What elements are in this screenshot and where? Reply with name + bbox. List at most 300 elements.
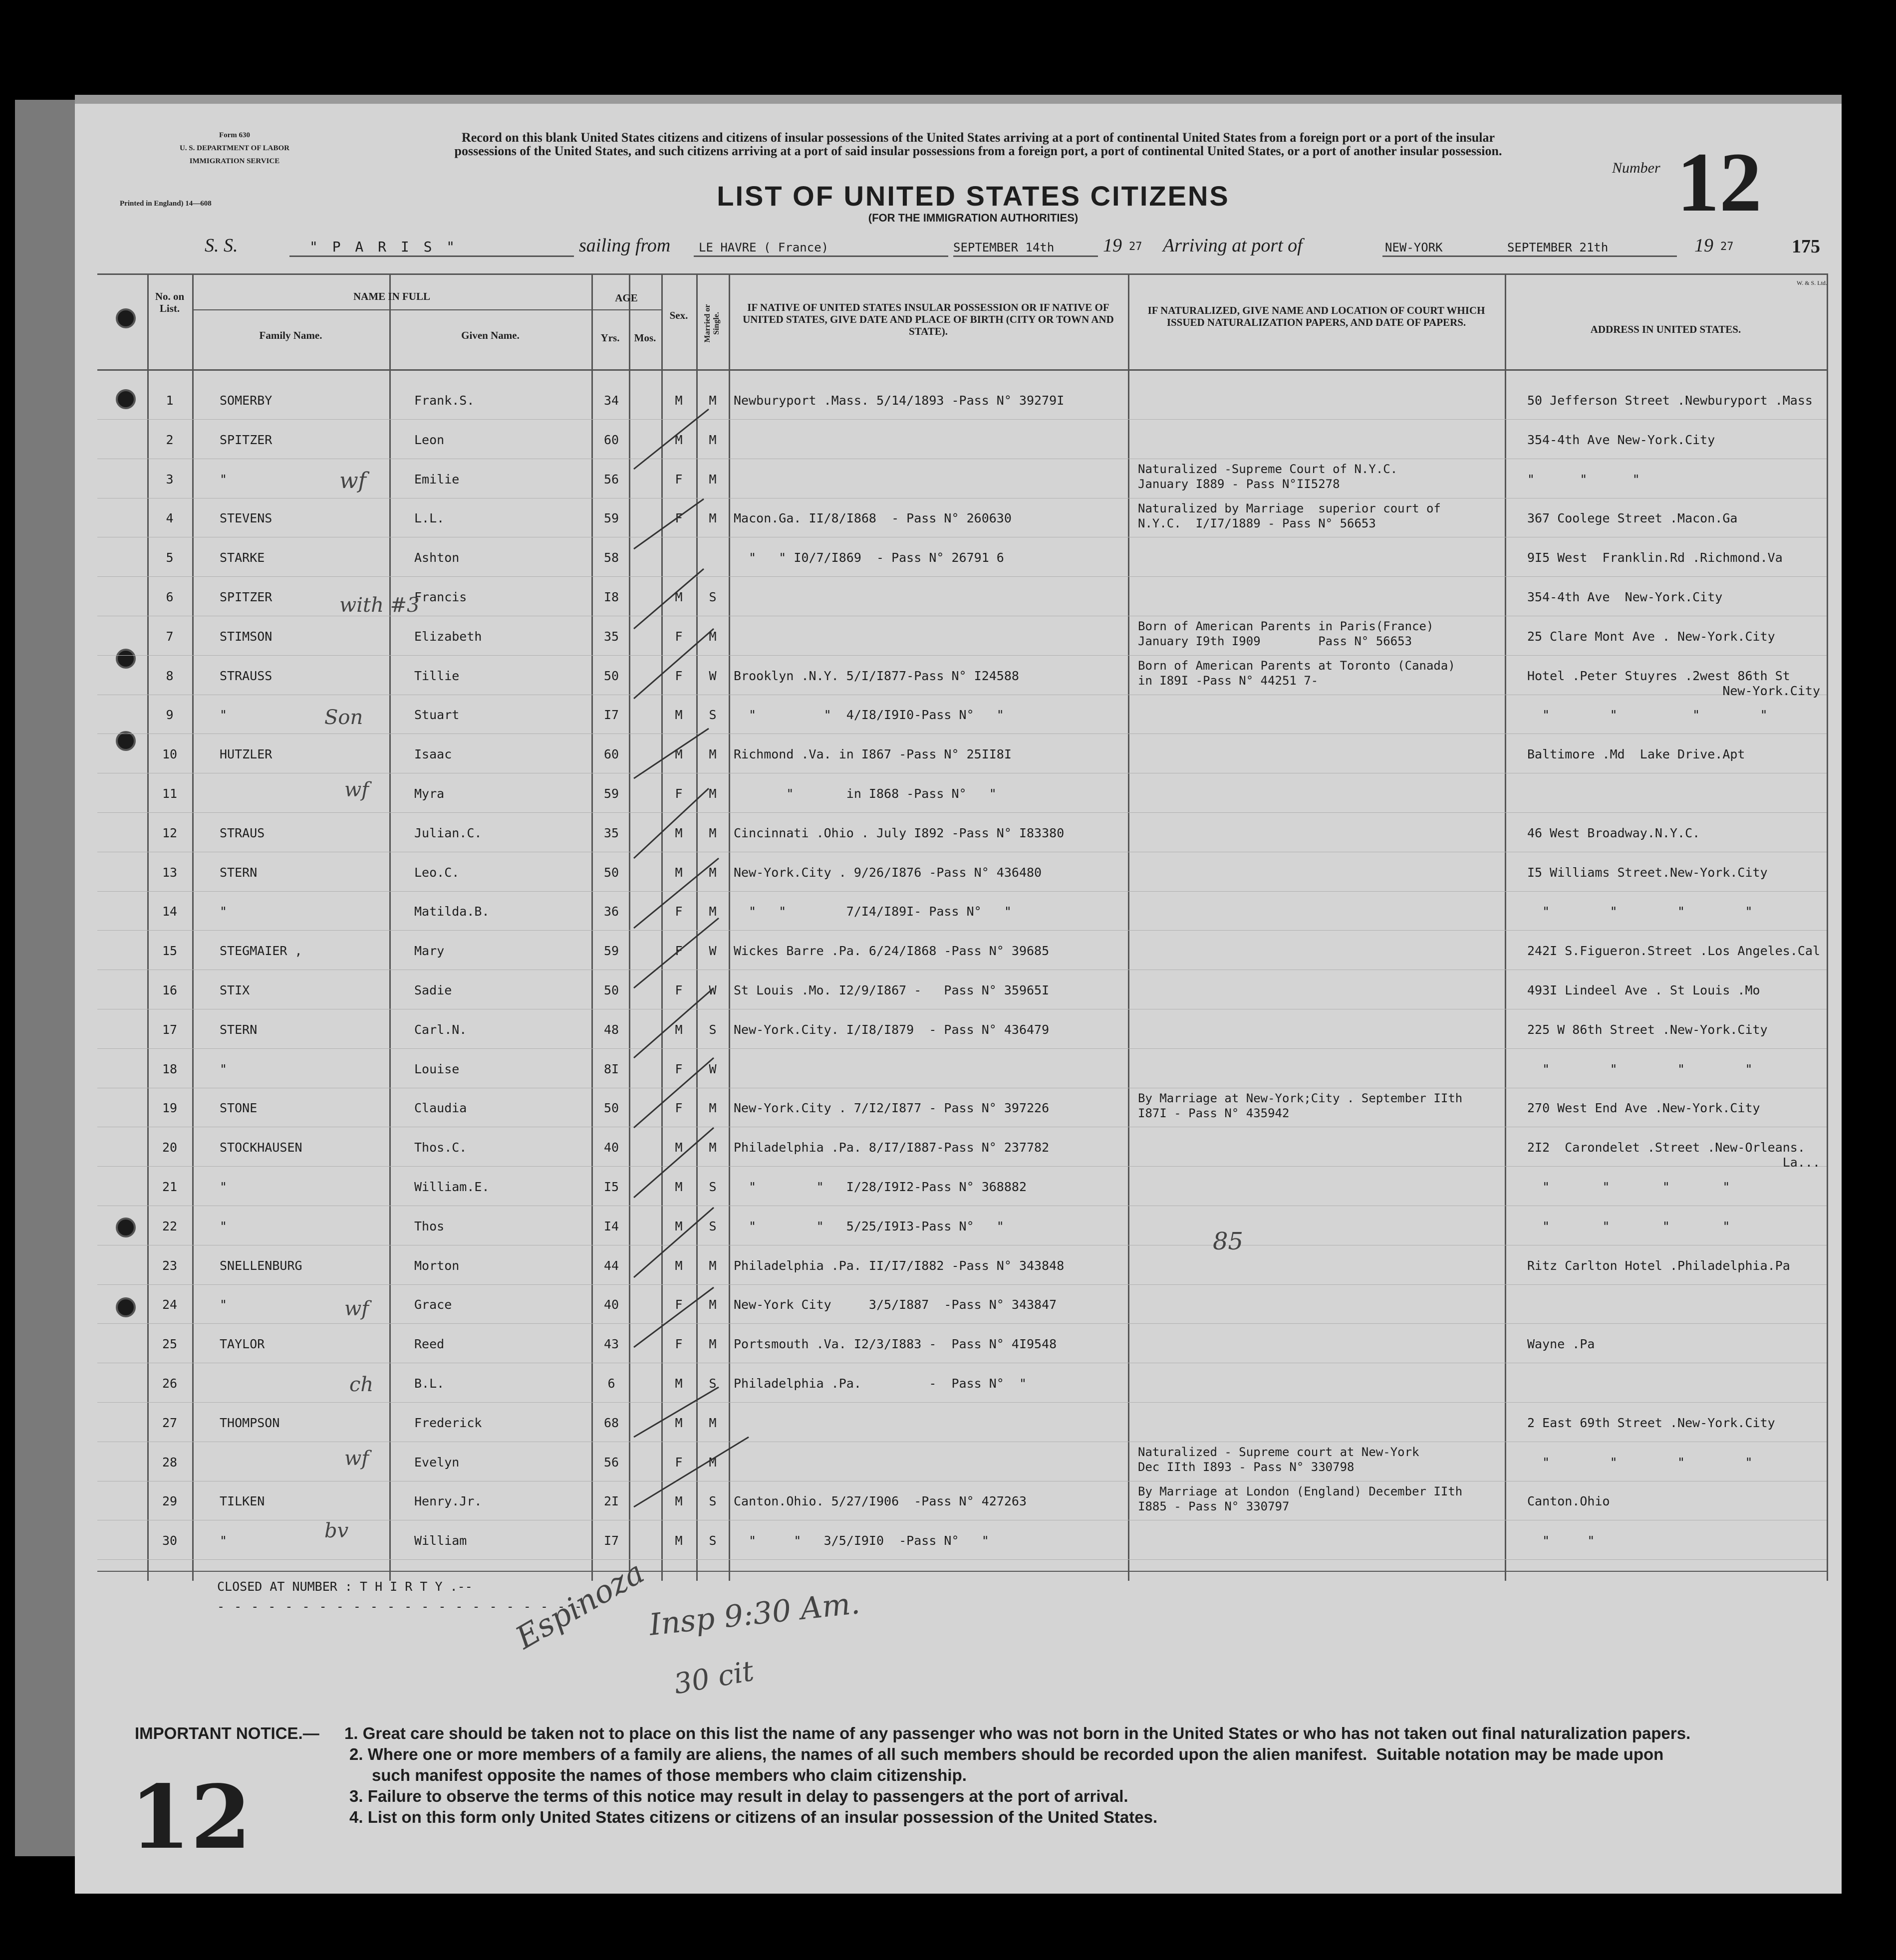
cell-birth: " " 4/I8/I9I0-Pass N° " bbox=[734, 708, 1004, 723]
cell-birth: Philadelphia .Pa. II/I7/I882 -Pass N° 343848 bbox=[734, 1258, 1065, 1273]
cell-sex: F bbox=[675, 1337, 683, 1352]
cell-family-name: " bbox=[220, 1533, 228, 1548]
closed-dashes: - - - - - - - - - - - - - - - - - - - - - - - bbox=[217, 1599, 600, 1614]
cell-married: M bbox=[709, 393, 717, 408]
cell-given-name: Henry.Jr. bbox=[414, 1494, 482, 1509]
bottom-number: 12 bbox=[130, 1766, 252, 1869]
cell-number: 2 bbox=[166, 432, 174, 447]
cell-sex: F bbox=[675, 786, 683, 801]
notice-item: 1. Great care should be taken not to place on this list the name of any passenger who was not born in the United States or who has not taken out final naturalization papers. bbox=[344, 1724, 1691, 1742]
cell-married: M bbox=[709, 786, 717, 801]
cell-number: 13 bbox=[162, 865, 178, 880]
notice-item: 2. Where one or more members of a family are aliens, the names of all such members should be recorded upon the alien manifest. Suitable notation may be made upon bbox=[349, 1745, 1664, 1763]
cell-sex: M bbox=[675, 1533, 683, 1548]
cell-married: M bbox=[709, 1337, 717, 1352]
cell-number: 22 bbox=[162, 1219, 178, 1233]
cell-age: 68 bbox=[603, 1415, 619, 1430]
cell-married: S bbox=[709, 1494, 717, 1509]
cell-sex: M bbox=[675, 590, 683, 604]
cell-address: Baltimore .Md Lake Drive.Apt bbox=[1527, 747, 1745, 762]
cell-number: 15 bbox=[162, 944, 178, 959]
col-header-yrs: Yrs. bbox=[600, 332, 620, 344]
cell-birth: Cincinnati .Ohio . July I892 -Pass N° I83380 bbox=[734, 825, 1065, 840]
page-subtitle: (FOR THE IMMIGRATION AUTHORITIES) bbox=[868, 212, 1079, 224]
cell-family-name: STERN bbox=[220, 1022, 258, 1037]
cell-married: M bbox=[709, 629, 717, 644]
closed-line: CLOSED AT NUMBER : T H I R T Y .-- bbox=[217, 1579, 473, 1594]
cell-family-name: STRAUSS bbox=[220, 668, 272, 683]
cell-naturalized: Naturalized - Supreme court at New-York Dec IIth I893 - Pass N° 330798 bbox=[1138, 1445, 1419, 1474]
punch-hole bbox=[116, 389, 136, 409]
cell-address: " " " " bbox=[1527, 904, 1753, 919]
cell-sex: F bbox=[675, 983, 683, 997]
department: U. S. DEPARTMENT OF LABOR bbox=[179, 144, 290, 152]
cell-birth: Canton.Ohio. 5/27/I906 -Pass N° 427263 bbox=[734, 1494, 1027, 1509]
column-divider bbox=[192, 273, 194, 1581]
cell-married: S bbox=[709, 1022, 717, 1037]
cell-family-name: " bbox=[220, 904, 228, 919]
cell-married: S bbox=[709, 1533, 717, 1548]
col-header-address: ADDRESS IN UNITED STATES. bbox=[1590, 323, 1741, 335]
col-header-naturalized: IF NATURALIZED, GIVE NAME AND LOCATION OF COURT WHICH ISSUED NATURALIZATION PAPERS, AND DATE OF PAPERS. bbox=[1147, 304, 1485, 328]
cell-sex: M bbox=[675, 1180, 683, 1194]
cell-given-name: Leo.C. bbox=[414, 865, 460, 880]
form-info bbox=[115, 129, 354, 168]
cell-age: I4 bbox=[603, 1219, 619, 1233]
rule bbox=[694, 255, 948, 257]
handwritten-note: wf bbox=[344, 1297, 369, 1320]
notice-item: 4. List on this form only United States citizens or citizens of an insular possession of the United States. bbox=[349, 1808, 1158, 1826]
cell-married: M bbox=[709, 904, 717, 919]
cell-married: W bbox=[709, 983, 717, 997]
cell-number: 14 bbox=[162, 904, 178, 919]
cell-married: M bbox=[709, 1455, 717, 1470]
cell-number: 12 bbox=[162, 825, 178, 840]
year-suffix: 27 bbox=[1129, 241, 1142, 253]
notice-item: such manifest opposite the names of those members who claim citizenship. bbox=[372, 1766, 967, 1784]
row-rule bbox=[97, 655, 1827, 656]
cell-number: 30 bbox=[162, 1533, 178, 1548]
punch-hole bbox=[116, 1297, 136, 1317]
cell-number: 20 bbox=[162, 1140, 178, 1155]
cell-address: Hotel .Peter Stuyres .2west 86th St New-York.City bbox=[1527, 668, 1820, 698]
cell-address: 46 West Broadway.N.Y.C. bbox=[1527, 825, 1700, 840]
cell-given-name: Carl.N. bbox=[414, 1022, 467, 1037]
cell-married: M bbox=[709, 1415, 717, 1430]
cell-sex: F bbox=[675, 944, 683, 959]
cell-sex: M bbox=[675, 825, 683, 840]
cell-number: 1 bbox=[166, 393, 174, 408]
cell-birth: Philadelphia .Pa. - Pass N° " bbox=[734, 1376, 1027, 1391]
cell-family-name: SPITZER bbox=[220, 432, 272, 447]
cell-given-name: Evelyn bbox=[414, 1455, 460, 1470]
number-label: Number bbox=[1612, 160, 1660, 176]
handwritten-note: bv bbox=[324, 1519, 349, 1542]
signature: Espinoza bbox=[509, 1554, 650, 1656]
cell-married: S bbox=[709, 708, 717, 723]
cell-married: W bbox=[709, 668, 717, 683]
cell-number: 6 bbox=[166, 590, 174, 604]
cell-birth: " " I0/7/I869 - Pass N° 26791 6 bbox=[734, 550, 1004, 565]
punch-hole bbox=[116, 649, 136, 669]
cell-married: S bbox=[709, 1376, 717, 1391]
rule bbox=[192, 309, 591, 310]
cell-family-name: SOMERBY bbox=[220, 393, 272, 408]
cell-age: 60 bbox=[603, 432, 619, 447]
service: IMMIGRATION SERVICE bbox=[189, 157, 280, 165]
cell-family-name: " bbox=[220, 472, 228, 487]
cell-address: 270 West End Ave .New-York.City bbox=[1527, 1101, 1760, 1116]
cell-given-name: Ashton bbox=[414, 550, 460, 565]
year-prefix: 19 bbox=[1103, 235, 1122, 256]
cell-married: M bbox=[709, 825, 717, 840]
cell-family-name: " bbox=[220, 1061, 228, 1076]
cell-age: 34 bbox=[603, 393, 619, 408]
cell-number: 29 bbox=[162, 1494, 178, 1509]
col-header-birth: IF NATIVE OF UNITED STATES INSULAR POSSESSION OR IF NATIVE OF UNITED STATES, GIVE DATE AND PLACE OF BIRTH (CITY OR TOWN AND STATE). bbox=[743, 301, 1114, 337]
printed-in: Printed in England) 14—608 bbox=[120, 200, 212, 208]
cell-given-name: William bbox=[414, 1533, 467, 1548]
cell-given-name: William.E. bbox=[414, 1180, 490, 1194]
cell-sex: F bbox=[675, 668, 683, 683]
cell-given-name: Claudia bbox=[414, 1101, 467, 1116]
cell-address: 225 W 86th Street .New-York.City bbox=[1527, 1022, 1768, 1037]
row-rule bbox=[97, 419, 1827, 420]
cell-birth: " " 3/5/I9I0 -Pass N° " bbox=[734, 1533, 989, 1548]
handwritten-note: 85 bbox=[1213, 1227, 1244, 1255]
cell-age: 35 bbox=[603, 825, 619, 840]
cell-given-name: B.L. bbox=[414, 1376, 445, 1391]
number-value: 12 bbox=[1677, 135, 1762, 229]
cell-married: S bbox=[709, 590, 717, 604]
cell-address: Canton.Ohio bbox=[1527, 1494, 1610, 1509]
cell-birth: New-York City 3/5/I887 -Pass N° 343847 bbox=[734, 1297, 1057, 1312]
cell-given-name: L.L. bbox=[414, 511, 445, 526]
cell-family-name: " bbox=[220, 1180, 228, 1194]
cell-given-name: Mary bbox=[414, 944, 445, 959]
cell-family-name: STEGMAIER , bbox=[220, 944, 302, 959]
cell-number: 19 bbox=[162, 1101, 178, 1116]
cell-given-name: Frank.S. bbox=[414, 393, 475, 408]
row-rule bbox=[97, 1559, 1827, 1560]
column-divider bbox=[389, 273, 391, 1581]
arrival-date: SEPTEMBER 21th bbox=[1507, 241, 1609, 254]
check-marks bbox=[619, 349, 779, 1577]
handwritten-note: Son bbox=[324, 706, 363, 729]
cell-address: " " " " bbox=[1527, 1455, 1753, 1470]
cell-family-name: STIX bbox=[220, 983, 250, 997]
cell-given-name: Louise bbox=[414, 1061, 460, 1076]
cell-number: 24 bbox=[162, 1297, 178, 1312]
cell-sex: M bbox=[675, 708, 683, 723]
cell-age: 59 bbox=[603, 786, 619, 801]
col-header-age: AGE bbox=[615, 292, 638, 304]
column-divider bbox=[1827, 273, 1828, 1581]
cell-married: M bbox=[709, 865, 717, 880]
cell-given-name: Frederick bbox=[414, 1415, 482, 1430]
cell-number: 23 bbox=[162, 1258, 178, 1273]
cell-given-name: Thos.C. bbox=[414, 1140, 467, 1155]
cell-age: 8I bbox=[603, 1061, 619, 1076]
handwritten-note: wf bbox=[339, 468, 366, 493]
row-rule bbox=[97, 812, 1827, 813]
column-divider bbox=[1505, 273, 1506, 1581]
cell-age: 50 bbox=[603, 865, 619, 880]
cell-sex: M bbox=[675, 1415, 683, 1430]
cell-given-name: Thos bbox=[414, 1219, 445, 1233]
cell-married: M bbox=[709, 472, 717, 487]
cell-family-name: STONE bbox=[220, 1101, 258, 1116]
cell-age: I7 bbox=[603, 1533, 619, 1548]
cell-sex: F bbox=[675, 472, 683, 487]
sailing-from: LE HAVRE ( France) bbox=[699, 241, 829, 254]
col-header-married: Married or Single. bbox=[703, 304, 721, 343]
notice-title: IMPORTANT NOTICE.— bbox=[135, 1724, 319, 1742]
cell-address: 354-4th Ave New-York.City bbox=[1527, 590, 1723, 604]
row-rule bbox=[97, 1284, 1827, 1285]
col-header-no: No. on List. bbox=[155, 290, 185, 314]
cell-age: 60 bbox=[603, 747, 619, 762]
punch-hole bbox=[116, 1218, 136, 1237]
cell-number: 10 bbox=[162, 747, 178, 762]
cell-given-name: Myra bbox=[414, 786, 445, 801]
cell-address: " " " " bbox=[1527, 1219, 1730, 1233]
cell-address: " " " " bbox=[1527, 1061, 1753, 1076]
cell-age: 40 bbox=[603, 1140, 619, 1155]
cell-naturalized: By Marriage at New-York;City . September IIth I87I - Pass N° 435942 bbox=[1138, 1091, 1463, 1120]
row-rule bbox=[97, 891, 1827, 892]
cell-number: 21 bbox=[162, 1180, 178, 1194]
cell-age: I8 bbox=[603, 590, 619, 604]
cell-sex: F bbox=[675, 1061, 683, 1076]
cell-family-name: STOCKHAUSEN bbox=[220, 1140, 302, 1155]
cell-age: I7 bbox=[603, 708, 619, 723]
year-prefix: 19 bbox=[1694, 235, 1713, 256]
cell-age: 58 bbox=[603, 550, 619, 565]
cell-sex: M bbox=[675, 865, 683, 880]
cell-address: Ritz Carlton Hotel .Philadelphia.Pa bbox=[1527, 1258, 1790, 1273]
cell-age: 44 bbox=[603, 1258, 619, 1273]
cell-sex: M bbox=[675, 1258, 683, 1273]
table-rule bbox=[97, 273, 1827, 275]
column-divider bbox=[591, 273, 593, 1581]
cell-number: 9 bbox=[166, 708, 174, 723]
ss-label: S. S. bbox=[205, 235, 238, 256]
instructions: Record on this blank United States citizens and citizens of insular possessions of the United States arriving at a port of continental United States from a foreign port or a port of the insular possessions of the United States, and such citizens arriving at a port of said insular possessions from a foreign port, a port of continental United States, or a port of another insular possession. bbox=[454, 130, 1502, 158]
cell-age: 35 bbox=[603, 629, 619, 644]
cell-married: M bbox=[709, 1258, 717, 1273]
table-rule bbox=[97, 369, 1827, 371]
cell-sex: F bbox=[675, 904, 683, 919]
row-rule bbox=[97, 930, 1827, 931]
cell-sex: F bbox=[675, 1101, 683, 1116]
cell-married: W bbox=[709, 1061, 717, 1076]
handwritten-note: 30 cit bbox=[671, 1655, 757, 1701]
cell-number: 5 bbox=[166, 550, 174, 565]
cell-sex: F bbox=[675, 1455, 683, 1470]
rule bbox=[591, 309, 661, 310]
cell-birth: Richmond .Va. in I867 -Pass N° 25II8I bbox=[734, 747, 1012, 762]
cell-number: 7 bbox=[166, 629, 174, 644]
cell-family-name: STARKE bbox=[220, 550, 265, 565]
cell-given-name: Morton bbox=[414, 1258, 460, 1273]
cell-family-name: STEVENS bbox=[220, 511, 272, 526]
cell-age: 2I bbox=[603, 1494, 619, 1509]
rule bbox=[1382, 255, 1677, 257]
cell-married: S bbox=[709, 1219, 717, 1233]
year-suffix: 27 bbox=[1720, 241, 1734, 253]
cell-family-name: STIMSON bbox=[220, 629, 272, 644]
cell-age: 43 bbox=[603, 1337, 619, 1352]
cell-sex: M bbox=[675, 432, 683, 447]
cell-address: 242I S.Figueron.Street .Los Angeles.Cal bbox=[1527, 944, 1820, 959]
cell-birth: " in I868 -Pass N° " bbox=[734, 786, 997, 801]
cell-naturalized: By Marriage at London (England) December IIth I885 - Pass N° 330797 bbox=[1138, 1484, 1463, 1513]
cell-family-name: STERN bbox=[220, 865, 258, 880]
cell-birth: St Louis .Mo. I2/9/I867 - Pass N° 35965I bbox=[734, 983, 1050, 997]
cell-address: I5 Williams Street.New-York.City bbox=[1527, 865, 1768, 880]
column-divider bbox=[1128, 273, 1129, 1581]
row-rule bbox=[97, 1323, 1827, 1324]
rule bbox=[289, 255, 574, 257]
cell-naturalized: Naturalized -Supreme Court of N.Y.C. January I889 - Pass N°II5278 bbox=[1138, 462, 1398, 491]
cell-given-name: Emilie bbox=[414, 472, 460, 487]
cell-address: 354-4th Ave New-York.City bbox=[1527, 432, 1715, 447]
cell-sex: M bbox=[675, 1219, 683, 1233]
table-rule bbox=[97, 1571, 1827, 1572]
cell-sex: F bbox=[675, 511, 683, 526]
cell-family-name: STRAUS bbox=[220, 825, 265, 840]
page-title: LIST OF UNITED STATES CITIZENS bbox=[717, 180, 1230, 212]
cell-birth: Brooklyn .N.Y. 5/I/I877-Pass N° I24588 bbox=[734, 668, 1019, 683]
cell-given-name: Julian.C. bbox=[414, 825, 482, 840]
row-rule bbox=[97, 1402, 1827, 1403]
notice-item: 3. Failure to observe the terms of this notice may result in delay to passengers at the port of arrival. bbox=[349, 1787, 1128, 1805]
cell-married: M bbox=[709, 747, 717, 762]
cell-family-name: SPITZER bbox=[220, 590, 272, 604]
sailing-from-label: sailing from bbox=[579, 235, 671, 256]
cell-address: 50 Jefferson Street .Newburyport .Mass bbox=[1527, 393, 1813, 408]
cell-address: 493I Lindeel Ave . St Louis .Mo bbox=[1527, 983, 1760, 997]
cell-given-name: Elizabeth bbox=[414, 629, 482, 644]
cell-given-name: Reed bbox=[414, 1337, 445, 1352]
col-header-sex: Sex. bbox=[669, 309, 688, 321]
cell-family-name: TILKEN bbox=[220, 1494, 265, 1509]
cell-family-name: SNELLENBURG bbox=[220, 1258, 302, 1273]
cell-age: 50 bbox=[603, 1101, 619, 1116]
cell-family-name: " bbox=[220, 708, 228, 723]
arriving-label: Arriving at port of bbox=[1163, 235, 1303, 256]
col-header-name: NAME IN FULL bbox=[353, 290, 430, 302]
departure-date: SEPTEMBER 14th bbox=[953, 241, 1055, 254]
cell-address: " " " " bbox=[1527, 708, 1768, 723]
rule bbox=[953, 255, 1098, 257]
cell-given-name: Grace bbox=[414, 1297, 452, 1312]
cell-given-name: Sadie bbox=[414, 983, 452, 997]
cell-birth: New-York.City . 7/I2/I877 - Pass N° 397226 bbox=[734, 1101, 1050, 1116]
cell-naturalized: Born of American Parents at Toronto (Canada) in I89I -Pass N° 44251 7- bbox=[1138, 658, 1455, 688]
handwritten-note: wf bbox=[344, 1447, 369, 1470]
cell-age: 56 bbox=[603, 472, 619, 487]
row-rule bbox=[97, 1048, 1827, 1049]
handwritten-note: ch bbox=[349, 1373, 374, 1396]
cell-age: 56 bbox=[603, 1455, 619, 1470]
cell-address: 367 Coolege Street .Macon.Ga bbox=[1527, 511, 1738, 526]
cell-family-name: HUTZLER bbox=[220, 747, 272, 762]
page-number: 175 bbox=[1792, 236, 1820, 257]
col-header-family: Family Name. bbox=[259, 329, 322, 341]
cell-sex: F bbox=[675, 629, 683, 644]
cell-birth: Philadelphia .Pa. 8/I7/I887-Pass N° 237782 bbox=[734, 1140, 1050, 1155]
cell-number: 8 bbox=[166, 668, 174, 683]
cell-number: 17 bbox=[162, 1022, 178, 1037]
cell-birth: New-York.City. I/I8/I879 - Pass N° 436479 bbox=[734, 1022, 1050, 1037]
cell-age: 59 bbox=[603, 511, 619, 526]
cell-family-name: TAYLOR bbox=[220, 1337, 265, 1352]
ship-name: " P A R I S " bbox=[309, 239, 458, 255]
cell-sex: M bbox=[675, 1376, 683, 1391]
cell-age: I5 bbox=[603, 1180, 619, 1194]
cell-given-name: Leon bbox=[414, 432, 445, 447]
cell-married: W bbox=[709, 944, 717, 959]
cell-age: 40 bbox=[603, 1297, 619, 1312]
cell-address: Wayne .Pa bbox=[1527, 1337, 1595, 1352]
cell-number: 3 bbox=[166, 472, 174, 487]
cell-married: M bbox=[709, 1297, 717, 1312]
handwritten-note: wf bbox=[344, 778, 369, 801]
cell-married: M bbox=[709, 1140, 717, 1155]
cell-address: 2 East 69th Street .New-York.City bbox=[1527, 1415, 1775, 1430]
cell-given-name: Stuart bbox=[414, 708, 460, 723]
cell-address: " " " bbox=[1527, 472, 1640, 487]
col-header-given: Given Name. bbox=[461, 329, 520, 341]
cell-married: M bbox=[709, 1101, 717, 1116]
cell-given-name: Francis bbox=[414, 590, 467, 604]
cell-age: 50 bbox=[603, 983, 619, 997]
cell-age: 48 bbox=[603, 1022, 619, 1037]
cell-address: " " " " bbox=[1527, 1180, 1730, 1194]
cell-birth: " " 7/I4/I89I- Pass N° " bbox=[734, 904, 1012, 919]
cell-address: " " bbox=[1527, 1533, 1595, 1548]
cell-married: M bbox=[709, 511, 717, 526]
cell-birth: Macon.Ga. II/8/I868 - Pass N° 260630 bbox=[734, 511, 1012, 526]
cell-naturalized: Born of American Parents in Paris(France) January I9th I909 Pass N° 56653 bbox=[1138, 619, 1434, 648]
scan-edge bbox=[15, 100, 82, 1856]
cell-family-name: " bbox=[220, 1219, 228, 1233]
cell-number: 16 bbox=[162, 983, 178, 997]
cell-birth: New-York.City . 9/26/I876 -Pass N° 436480 bbox=[734, 865, 1042, 880]
cell-number: 25 bbox=[162, 1337, 178, 1352]
cell-sex: M bbox=[675, 393, 683, 408]
cell-number: 4 bbox=[166, 511, 174, 526]
form-number: Form 630 bbox=[219, 131, 251, 139]
cell-number: 26 bbox=[162, 1376, 178, 1391]
handwritten-note: Insp 9:30 Am. bbox=[647, 1586, 862, 1643]
col-header-mos: Mos. bbox=[634, 332, 656, 344]
cell-birth: " " 5/25/I9I3-Pass N° " bbox=[734, 1219, 1004, 1233]
handwritten-note: with #3 bbox=[339, 594, 420, 617]
cell-given-name: Isaac bbox=[414, 747, 452, 762]
cell-family-name: THOMPSON bbox=[220, 1415, 280, 1430]
cell-given-name: Tillie bbox=[414, 668, 460, 683]
cell-birth: Newburyport .Mass. 5/14/1893 -Pass N° 39279I bbox=[734, 393, 1065, 408]
cell-naturalized: Naturalized by Marriage superior court of N.Y.C. I/I7/1889 - Pass N° 56653 bbox=[1138, 501, 1441, 530]
cell-sex: M bbox=[675, 1494, 683, 1509]
cell-married: M bbox=[709, 432, 717, 447]
scan-edge-top bbox=[75, 95, 1842, 104]
cell-address: 2I2 Carondelet .Street .New-Orleans. La... bbox=[1527, 1140, 1820, 1170]
cell-number: 11 bbox=[162, 786, 178, 801]
